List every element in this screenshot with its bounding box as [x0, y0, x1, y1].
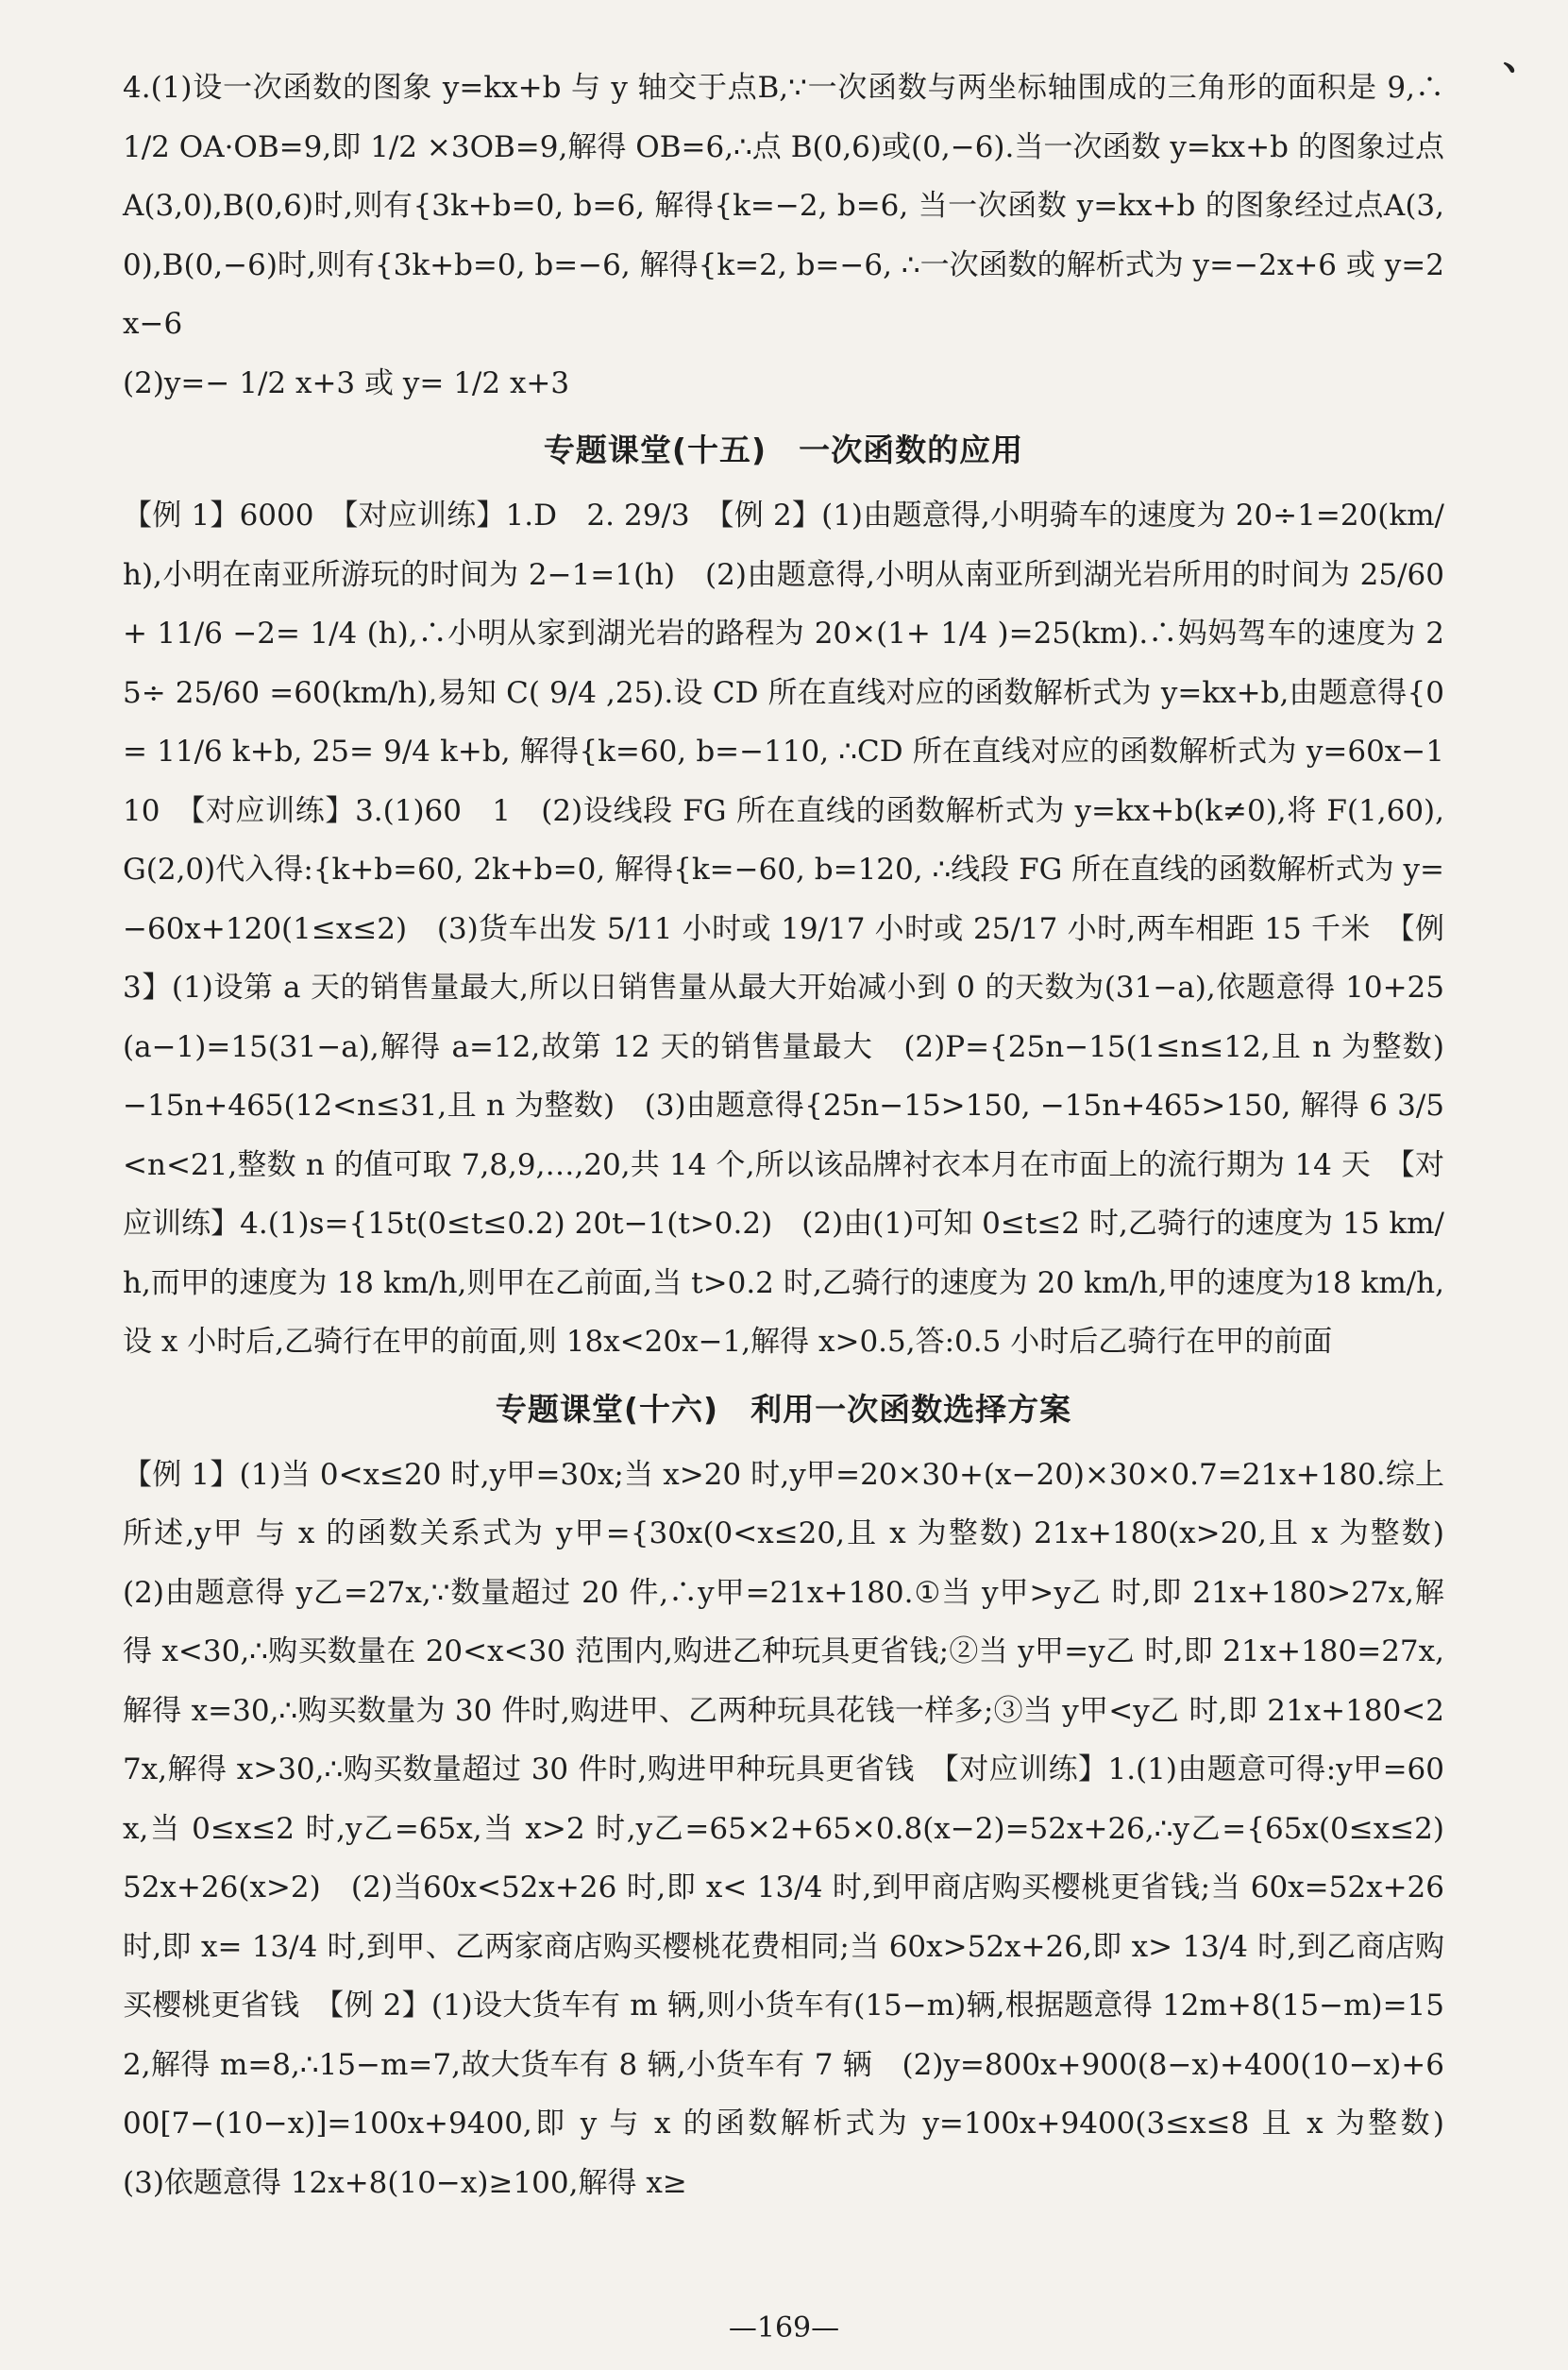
- answer-paragraph-16: 【例 1】(1)当 0<x≤20 时,y甲=30x;当 x>20 时,y甲=20×30+(x−20)×30×0.7=21x+180.综上所述,y甲 与 x 的函数关系式为 y甲={30x(0<x≤20,且 x 为整数) 21x+180(x>20,且 x 为整数) (2)由题意得 y乙=27x,∵数量超过 20 件,∴y甲=21x+180.①当 y甲>y乙 时,即 21x+180>27x,解得 x<30,∴购买数量在 20<x<30 范围内,购进乙种玩具更省钱;②当 y甲=y乙 时,即 21x+180=27x,解得 x=30,∴购买数量为 30 件时,购进甲、乙两种玩具花钱一样多;③当 y甲<y乙 时,即 21x+180<27x,解得 x>30,∴购买数量超过 30 件时,购进甲种玩具更省钱 【对应训练】1.(1)由题意可得:y甲=60x,当 0≤x≤2 时,y乙=65x,当 x>2 时,y乙=65×2+65×0.8(x−2)=52x+26,∴y乙={65x(0≤x≤2) 52x+26(x>2) (2)当60x<52x+26 时,即 x< 13/4 时,到甲商店购买樱桃更省钱;当 60x=52x+26 时,即 x= 13/4 时,到甲、乙两家商店购买樱桃花费相同;当 60x>52x+26,即 x> 13/4 时,到乙商店购买樱桃更省钱 【例 2】(1)设大货车有 m 辆,则小货车有(15−m)辆,根据题意得 12m+8(15−m)=152,解得 m=8,∴15−m=7,故大货车有 8 辆,小货车有 7 辆 (2)y=800x+900(8−x)+400(10−x)+600[7−(10−x)]=100x+9400,即 y 与 x 的函数解析式为 y=100x+9400(3≤x≤8 且 x 为整数) (3)依题意得 12x+8(10−x)≥100,解得 x≥: [123, 1457, 1474, 2200]
- page-content: [123, 59, 1474, 2212]
- page-number: —169—: [728, 2311, 840, 2345]
- section-heading-15: 专题课堂(十五) 一次函数的应用: [543, 432, 1024, 468]
- corner-mark: 、: [1503, 34, 1541, 78]
- section-heading-16: 专题课堂(十六) 利用一次函数选择方案: [495, 1390, 1072, 1428]
- answer-paragraph-4-part2: (2)y=− 1/2 x+3 或 y= 1/2 x+3: [123, 365, 570, 400]
- answer-paragraph-4: 4.(1)设一次函数的图象 y=kx+b 与 y 轴交于点B,∵一次函数与两坐标轴围成的三角形的面积是 9,∴ 1/2 OA·OB=9,即 1/2 ×3OB=9,解得 OB=6,∴点 B(0,6)或(0,−6).当一次函数 y=kx+b 的图象过点 A(3,0),B(0,6)时,则有{3k+b=0, b=6, 解得{k=−2, b=6, 当一次函数 y=kx+b 的图象经过点A(3,0),B(0,−6)时,则有{3k+b=0, b=−6, 解得{k=2, b=−6, ∴一次函数的解析式为 y=−2x+6 或 y=2x−6: [123, 71, 1444, 341]
- answer-paragraph-15: 【例 1】6000 【对应训练】1.D 2. 29/3 【例 2】(1)由题意得,小明骑车的速度为 20÷1=20(km/h),小明在南亚所游玩的时间为 2−1=1(h) (2)由题意得,小明从南亚所到湖光岩所用的时间为 25/60 + 11/6 −2= 1/4 (h),∴小明从家到湖光岩的路程为 20×(1+ 1/4 )=25(km).∴妈妈驾车的速度为 25÷ 25/60 =60(km/h),易知 C( 9/4 ,25).设 CD 所在直线对应的函数解析式为 y=kx+b,由题意得{0= 11/6 k+b, 25= 9/4 k+b, 解得{k=60, b=−110, ∴CD 所在直线对应的函数解析式为 y=60x−110 【对应训练】3.(1)60 1 (2)设线段 FG 所在直线的函数解析式为 y=kx+b(k≠0),将 F(1,60),G(2,0)代入得:{k+b=60, 2k+b=0, 解得{k=−60, b=120, ∴线段 FG 所在直线的函数解析式为 y=−60x+120(1≤x≤2) (3)货车出发 5/11 小时或 19/17 小时或 25/17 小时,两车相距 15 千米 【例 3】(1)设第 a 天的销售量最大,所以日销售量从最大开始减小到 0 的天数为(31−a),依题意得 10+25(a−1)=15(31−a),解得 a=12,故第 12 天的销售量最大 (2)P={25n−15(1≤n≤12,且 n 为整数) −15n+465(12<n≤31,且 n 为整数) (3)由题意得{25n−15>150, −15n+465>150, 解得 6 3/5 <n<21,整数 n 的值可取 7,8,9,…,20,共 14 个,所以该品牌衬衣本月在市面上的流行期为 14 天 【对应训练】4.(1)s={15t(0≤t≤0.2) 20t−1(t>0.2) (2)由(1)可知 0≤t≤2 时,乙骑行的速度为 15 km/h,而甲的速度为 18 km/h,则甲在乙前面,当 t>0.2 时,乙骑行的速度为 20 km/h,甲的速度为18 km/h,设 x 小时后,乙骑行在甲的前面,则 18x<20x−1,解得 x>0.5,答:0.5 小时后乙骑行在甲的前面: [123, 499, 1444, 1359]
